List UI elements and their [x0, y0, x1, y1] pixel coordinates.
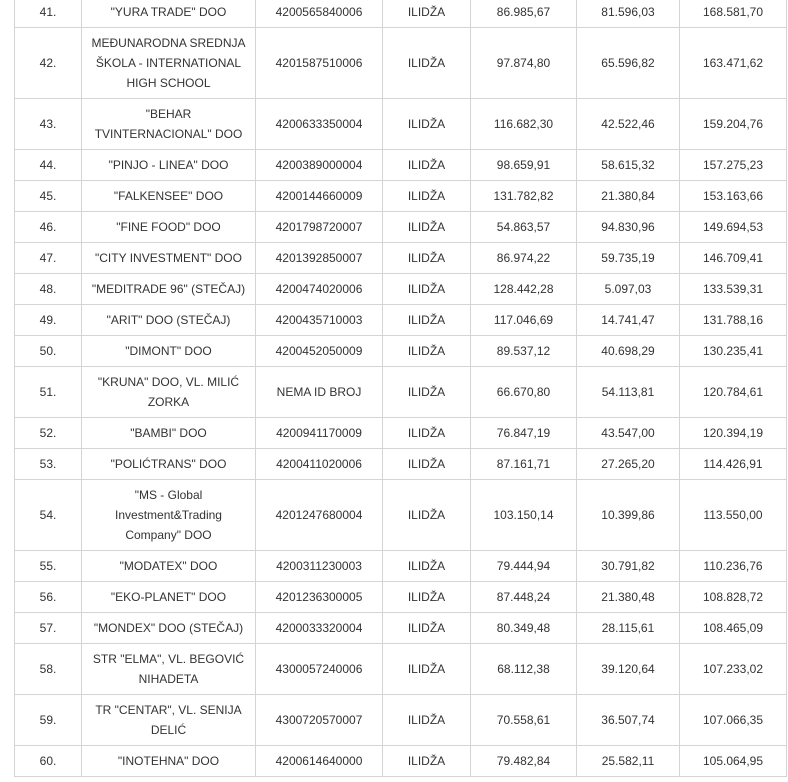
- table-row: [15, 644, 787, 695]
- rank-cell: 43.: [15, 99, 82, 150]
- rank-cell: 44.: [15, 150, 82, 181]
- table-row: [15, 551, 787, 582]
- total-amount-cell: 130.235,41: [680, 336, 787, 367]
- company-name-cell: "MEDITRADE 96" (STEČAJ): [82, 274, 256, 305]
- municipality-cell: ILIDŽA: [383, 243, 471, 274]
- total-amount-cell: 163.471,62: [680, 28, 787, 99]
- table-row: [15, 418, 787, 449]
- municipality-cell: ILIDŽA: [383, 336, 471, 367]
- rank-cell: 60.: [15, 746, 82, 777]
- amount-2-cell: 40.698,29: [577, 336, 680, 367]
- company-name-cell: "CITY INVESTMENT" DOO: [82, 243, 256, 274]
- amount-2-cell: 21.380,84: [577, 181, 680, 212]
- table-row: [15, 582, 787, 613]
- amount-2-cell: 14.741,47: [577, 305, 680, 336]
- amount-2-cell: 94.830,96: [577, 212, 680, 243]
- total-amount-cell: 114.426,91: [680, 449, 787, 480]
- id-number-cell: 4201798720007: [256, 212, 383, 243]
- company-name-cell: "FINE FOOD" DOO: [82, 212, 256, 243]
- municipality-cell: ILIDŽA: [383, 695, 471, 746]
- id-number-cell: 4200311230003: [256, 551, 383, 582]
- table-row: [15, 274, 787, 305]
- municipality-cell: ILIDŽA: [383, 551, 471, 582]
- amount-1-cell: 97.874,80: [471, 28, 577, 99]
- total-amount-cell: 110.236,76: [680, 551, 787, 582]
- municipality-cell: ILIDŽA: [383, 274, 471, 305]
- rank-cell: 48.: [15, 274, 82, 305]
- rank-cell: 51.: [15, 367, 82, 418]
- company-name-cell: "YURA TRADE" DOO: [82, 0, 256, 28]
- amount-1-cell: 79.482,84: [471, 746, 577, 777]
- municipality-cell: ILIDŽA: [383, 305, 471, 336]
- id-number-cell: 4201587510006: [256, 28, 383, 99]
- amount-1-cell: 70.558,61: [471, 695, 577, 746]
- total-amount-cell: 108.465,09: [680, 613, 787, 644]
- rank-cell: 59.: [15, 695, 82, 746]
- amount-1-cell: 86.974,22: [471, 243, 577, 274]
- table-row: [15, 28, 787, 99]
- amount-1-cell: 103.150,14: [471, 480, 577, 551]
- rank-cell: 57.: [15, 613, 82, 644]
- table-row: [15, 0, 787, 28]
- amount-1-cell: 117.046,69: [471, 305, 577, 336]
- amount-2-cell: 39.120,64: [577, 644, 680, 695]
- amount-1-cell: 68.112,38: [471, 644, 577, 695]
- table-body: [15, 0, 787, 777]
- municipality-cell: ILIDŽA: [383, 99, 471, 150]
- company-name-cell: "BEHAR TVINTERNACIONAL" DOO: [82, 99, 256, 150]
- id-number-cell: 4200614640000: [256, 746, 383, 777]
- rank-cell: 58.: [15, 644, 82, 695]
- municipality-cell: ILIDŽA: [383, 613, 471, 644]
- rank-cell: 41.: [15, 0, 82, 28]
- municipality-cell: ILIDŽA: [383, 746, 471, 777]
- company-name-cell: "KRUNA" DOO, VL. MILIĆ ZORKA: [82, 367, 256, 418]
- id-number-cell: 4200033320004: [256, 613, 383, 644]
- id-number-cell: 4200474020006: [256, 274, 383, 305]
- id-number-cell: 4201392850007: [256, 243, 383, 274]
- table-row: [15, 746, 787, 777]
- table-row: [15, 181, 787, 212]
- total-amount-cell: 107.233,02: [680, 644, 787, 695]
- municipality-cell: ILIDŽA: [383, 150, 471, 181]
- total-amount-cell: 131.788,16: [680, 305, 787, 336]
- company-name-cell: "PINJO - LINEA" DOO: [82, 150, 256, 181]
- table-row: [15, 243, 787, 274]
- total-amount-cell: 149.694,53: [680, 212, 787, 243]
- amount-2-cell: 42.522,46: [577, 99, 680, 150]
- company-name-cell: "INOTEHNA" DOO: [82, 746, 256, 777]
- total-amount-cell: 168.581,70: [680, 0, 787, 28]
- amount-2-cell: 10.399,86: [577, 480, 680, 551]
- id-number-cell: 4201247680004: [256, 480, 383, 551]
- rank-cell: 52.: [15, 418, 82, 449]
- amount-2-cell: 65.596,82: [577, 28, 680, 99]
- municipality-cell: ILIDŽA: [383, 212, 471, 243]
- company-name-cell: TR "CENTAR", VL. SENIJA DELIĆ: [82, 695, 256, 746]
- company-name-cell: "MS - Global Investment&Trading Company" DOO: [82, 480, 256, 551]
- table-row: [15, 99, 787, 150]
- amount-2-cell: 36.507,74: [577, 695, 680, 746]
- amount-1-cell: 66.670,80: [471, 367, 577, 418]
- table-row: [15, 150, 787, 181]
- rank-cell: 55.: [15, 551, 82, 582]
- company-name-cell: "FALKENSEE" DOO: [82, 181, 256, 212]
- rank-cell: 49.: [15, 305, 82, 336]
- id-number-cell: 4200633350004: [256, 99, 383, 150]
- amount-1-cell: 76.847,19: [471, 418, 577, 449]
- amount-1-cell: 80.349,48: [471, 613, 577, 644]
- rank-cell: 46.: [15, 212, 82, 243]
- table-row: [15, 480, 787, 551]
- table-row: [15, 367, 787, 418]
- rank-cell: 42.: [15, 28, 82, 99]
- amount-1-cell: 79.444,94: [471, 551, 577, 582]
- municipality-cell: ILIDŽA: [383, 418, 471, 449]
- amount-2-cell: 28.115,61: [577, 613, 680, 644]
- amount-2-cell: 27.265,20: [577, 449, 680, 480]
- id-number-cell: 4200389000004: [256, 150, 383, 181]
- company-name-cell: "ARIT" DOO (STEČAJ): [82, 305, 256, 336]
- company-name-cell: STR "ELMA", VL. BEGOVIĆ NIHADETA: [82, 644, 256, 695]
- amount-2-cell: 5.097,03: [577, 274, 680, 305]
- company-name-cell: "POLIĆTRANS" DOO: [82, 449, 256, 480]
- amount-1-cell: 87.448,24: [471, 582, 577, 613]
- total-amount-cell: 146.709,41: [680, 243, 787, 274]
- id-number-cell: 4200144660009: [256, 181, 383, 212]
- amount-2-cell: 59.735,19: [577, 243, 680, 274]
- id-number-cell: 4200452050009: [256, 336, 383, 367]
- rank-cell: 47.: [15, 243, 82, 274]
- municipality-cell: ILIDŽA: [383, 449, 471, 480]
- rank-cell: 54.: [15, 480, 82, 551]
- table-row: [15, 695, 787, 746]
- municipality-cell: ILIDŽA: [383, 480, 471, 551]
- total-amount-cell: 120.784,61: [680, 367, 787, 418]
- company-name-cell: "MODATEX" DOO: [82, 551, 256, 582]
- table-row: [15, 212, 787, 243]
- table-row: [15, 449, 787, 480]
- rank-cell: 45.: [15, 181, 82, 212]
- id-number-cell: 4200435710003: [256, 305, 383, 336]
- municipality-cell: ILIDŽA: [383, 28, 471, 99]
- total-amount-cell: 113.550,00: [680, 480, 787, 551]
- amount-1-cell: 116.682,30: [471, 99, 577, 150]
- amount-2-cell: 58.615,32: [577, 150, 680, 181]
- municipality-cell: ILIDŽA: [383, 0, 471, 28]
- id-number-cell: NEMA ID BROJ: [256, 367, 383, 418]
- amount-2-cell: 25.582,11: [577, 746, 680, 777]
- id-number-cell: 4201236300005: [256, 582, 383, 613]
- total-amount-cell: 107.066,35: [680, 695, 787, 746]
- amount-2-cell: 54.113,81: [577, 367, 680, 418]
- table-row: [15, 613, 787, 644]
- amount-1-cell: 86.985,67: [471, 0, 577, 28]
- company-name-cell: "MONDEX" DOO (STEČAJ): [82, 613, 256, 644]
- amount-1-cell: 87.161,71: [471, 449, 577, 480]
- rank-cell: 50.: [15, 336, 82, 367]
- amount-1-cell: 128.442,28: [471, 274, 577, 305]
- company-name-cell: "DIMONT" DOO: [82, 336, 256, 367]
- total-amount-cell: 133.539,31: [680, 274, 787, 305]
- amount-1-cell: 89.537,12: [471, 336, 577, 367]
- amount-2-cell: 81.596,03: [577, 0, 680, 28]
- id-number-cell: 4200411020006: [256, 449, 383, 480]
- table-row: [15, 305, 787, 336]
- amount-1-cell: 131.782,82: [471, 181, 577, 212]
- municipality-cell: ILIDŽA: [383, 181, 471, 212]
- total-amount-cell: 120.394,19: [680, 418, 787, 449]
- rank-cell: 56.: [15, 582, 82, 613]
- company-name-cell: "EKO-PLANET" DOO: [82, 582, 256, 613]
- id-number-cell: 4200941170009: [256, 418, 383, 449]
- total-amount-cell: 157.275,23: [680, 150, 787, 181]
- total-amount-cell: 108.828,72: [680, 582, 787, 613]
- total-amount-cell: 153.163,66: [680, 181, 787, 212]
- table-row: [15, 336, 787, 367]
- municipality-cell: ILIDŽA: [383, 644, 471, 695]
- amount-2-cell: 43.547,00: [577, 418, 680, 449]
- id-number-cell: 4200565840006: [256, 0, 383, 28]
- company-name-cell: MEĐUNARODNA SREDNJA ŠKOLA - INTERNATIONAL HIGH SCHOOL: [82, 28, 256, 99]
- amount-2-cell: 21.380,48: [577, 582, 680, 613]
- id-number-cell: 4300720570007: [256, 695, 383, 746]
- municipality-cell: ILIDŽA: [383, 367, 471, 418]
- id-number-cell: 4300057240006: [256, 644, 383, 695]
- total-amount-cell: 105.064,95: [680, 746, 787, 777]
- total-amount-cell: 159.204,76: [680, 99, 787, 150]
- rank-cell: 53.: [15, 449, 82, 480]
- debtors-table: [14, 0, 787, 777]
- company-name-cell: "BAMBI" DOO: [82, 418, 256, 449]
- amount-1-cell: 54.863,57: [471, 212, 577, 243]
- municipality-cell: ILIDŽA: [383, 582, 471, 613]
- amount-2-cell: 30.791,82: [577, 551, 680, 582]
- amount-1-cell: 98.659,91: [471, 150, 577, 181]
